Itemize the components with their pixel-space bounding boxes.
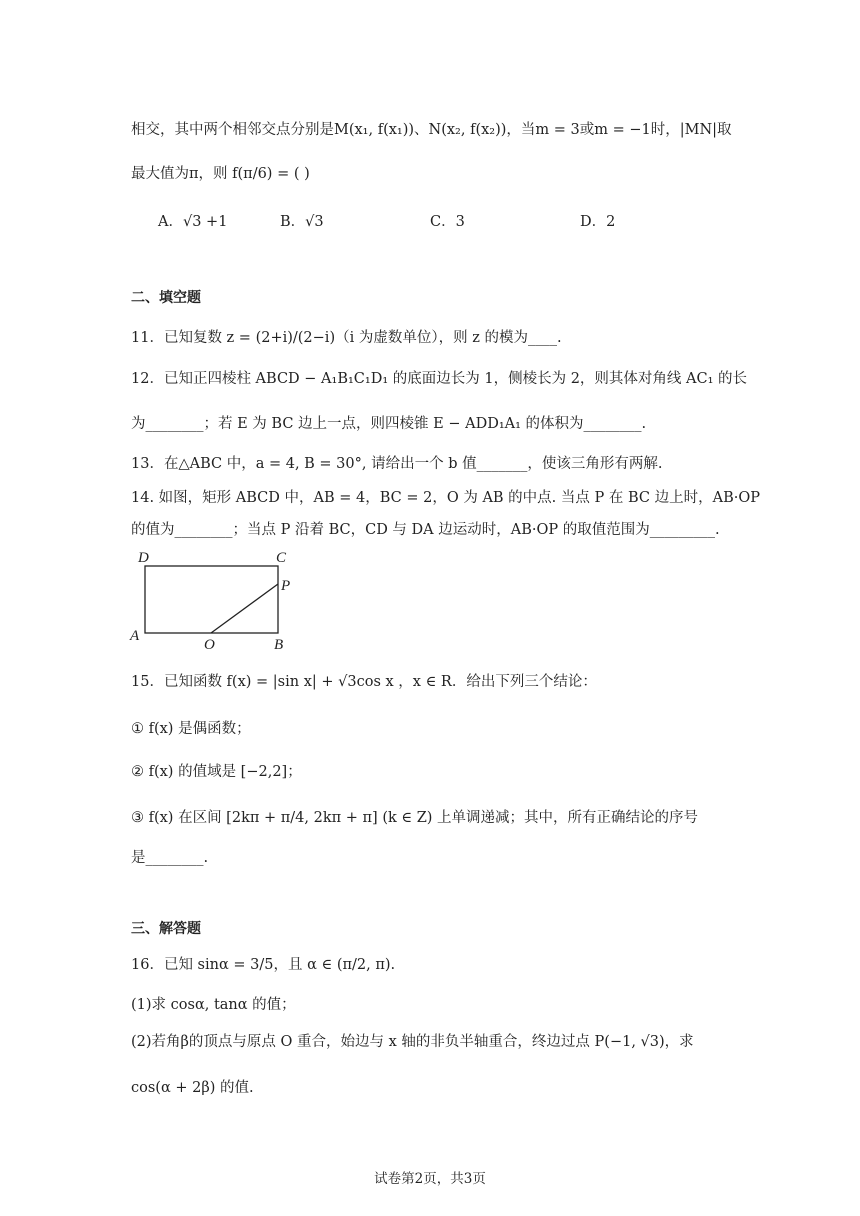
label-a: A	[130, 628, 140, 644]
q16-part1: (1)求 cosα, tanα 的值；	[131, 997, 296, 1013]
option-b: B．√3	[280, 214, 324, 230]
q14-line2: 的值为________；当点 P 沿着 BC，CD 与 DA 边运动时，AB·OP 的取值范围为_________.	[131, 522, 720, 538]
q12-line2: 为________；若 E 为 BC 边上一点，则四棱锥 E − ADD₁A₁ 的体积为________.	[131, 416, 647, 432]
page-footer: 试卷第2页，共3页	[374, 1171, 486, 1187]
q13-text: 13．在△ABC 中，a = 4, B = 30°, 请给出一个 b 值_______，使该三角形有两解.	[131, 456, 663, 472]
label-o: O	[204, 637, 215, 652]
section-answer-heading: 三、解答题	[131, 921, 201, 937]
q15-item1: ① f(x) 是偶函数；	[131, 721, 251, 737]
q16-part2: (2)若角β的顶点与原点 O 重合，始边与 x 轴的非负半轴重合，终边过点 P(−1, √3)，求	[131, 1034, 694, 1050]
q16-part2b: cos(α + 2β) 的值.	[131, 1080, 254, 1096]
segment-op	[211, 584, 278, 633]
label-b: B	[274, 637, 284, 652]
label-p: P	[281, 578, 291, 594]
q12-line1: 12．已知正四棱柱 ABCD − A₁B₁C₁D₁ 的底面边长为 1，侧棱长为 2，则其体对角线 AC₁ 的长	[131, 371, 748, 387]
q15-line1: 15．已知函数 f(x) = |sin x| + √3cos x ，x ∈ R．给出下列三个结论：	[131, 674, 597, 690]
section-fill-blank-heading: 二、填空题	[131, 290, 201, 306]
label-c: C	[276, 550, 287, 566]
option-d: D．2	[580, 214, 616, 230]
option-a: A．√3 +1	[158, 214, 228, 230]
option-c: C．3	[430, 214, 465, 230]
rectangle-abcd	[145, 566, 278, 633]
q14-line1: 14. 如图，矩形 ABCD 中，AB = 4，BC = 2，O 为 AB 的中点. 当点 P 在 BC 边上时，AB·OP	[131, 490, 760, 506]
q15-item3: ③ f(x) 在区间 [2kπ + π/4, 2kπ + π] (k ∈ Z) 上单调递减；其中，所有正确结论的序号	[131, 810, 699, 826]
rectangle-figure	[128, 548, 298, 652]
q10-line1: 相交，其中两个相邻交点分别是M(x₁, f(x₁))、N(x₂, f(x₂))，当m = 3或m = −1时，|MN|取	[131, 122, 732, 138]
q11-text: 11．已知复数 z = (2+i)/(2−i)（i 为虚数单位），则 z 的模为____.	[131, 330, 562, 346]
label-d: D	[138, 550, 149, 566]
q16-line1: 16．已知 sinα = 3/5，且 α ∈ (π/2, π).	[131, 957, 396, 973]
q10-line2: 最大值为π，则 f(π/6) = ( )	[131, 166, 310, 182]
q15-item2: ② f(x) 的值域是 [−2,2]；	[131, 764, 302, 780]
q15-item3b: 是________.	[131, 850, 209, 866]
q10-options	[158, 210, 758, 232]
